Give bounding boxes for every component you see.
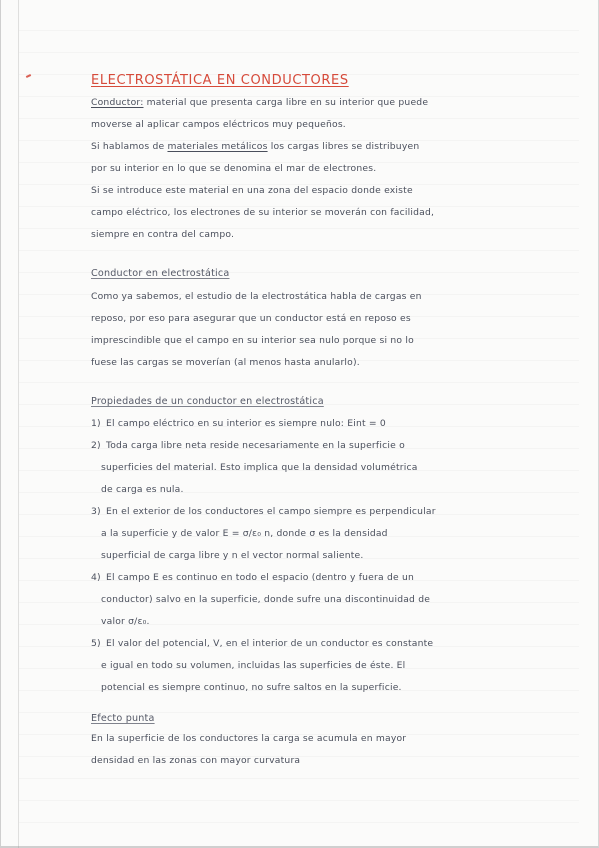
intro-line-7: siempre en contra del campo. [91, 229, 235, 240]
property-4-line-2: conductor) salvo en la superficie, donde sufre una discontinuidad de [101, 594, 431, 605]
ruled-line [19, 778, 579, 779]
property-2-line-2: superficies del material. Esto implica que la densidad volumétrica [101, 462, 418, 473]
ruled-line [19, 30, 579, 31]
property-2 [91, 435, 561, 501]
ruled-line [19, 800, 579, 801]
intro-line-4: por su interior en lo que se denomina el mar de electrones. [91, 163, 377, 174]
property-5-line-1: El valor del potencial, V, en el interior de un conductor es constante [105, 638, 434, 649]
section-heading-efecto-punta: Efecto punta [91, 713, 155, 724]
intro-line-6: campo eléctrico, los electrones de su interior se moverán con facilidad, [91, 207, 435, 218]
property-number: 4) [91, 572, 101, 583]
section-3-line-2: densidad en las zonas con mayor curvatura [91, 755, 301, 766]
property-4-line-1: El campo E es continuo en todo el espacio (dentro y fuera de un [105, 572, 414, 583]
section-3-line-1: En la superficie de los conductores la carga se acumula en mayor [91, 733, 407, 744]
property-3-line-3: superficial de carga libre y n el vector normal saliente. [101, 550, 364, 561]
property-1 [91, 413, 561, 435]
red-mark [26, 74, 31, 78]
property-4 [91, 567, 561, 633]
intro-text-1: material que presenta carga libre en su interior que puede [146, 97, 429, 108]
property-5-line-3: potencial es siempre continuo, no sufre saltos en la superficie. [101, 682, 402, 693]
materiales-metalicos-phrase: materiales metálicos [167, 141, 268, 152]
intro-line-1 [91, 92, 561, 114]
property-3-line-2: a la superficie y de valor E = σ/ε₀ n, donde σ es la densidad [101, 528, 388, 539]
property-2-line-1: Toda carga libre neta reside necesariamente en la superficie o [105, 440, 405, 451]
intro-line-5: Si se introduce este material en una zona del espacio donde existe [91, 185, 413, 196]
page-margin-line [18, 0, 19, 848]
property-1-line-1: El campo eléctrico en su interior es siempre nulo: Eint = 0 [105, 418, 386, 429]
property-number: 2) [91, 440, 101, 451]
property-number: 5) [91, 638, 101, 649]
property-number: 1) [91, 418, 101, 429]
property-5-line-2: e igual en todo su volumen, incluidas las superficies de éste. El [101, 660, 406, 671]
section-1-line-3: imprescindible que el campo en su interior sea nulo porque si no lo [91, 335, 414, 346]
section-heading-propiedades: Propiedades de un conductor en electrostática [91, 396, 324, 407]
page-title: ELECTROSTÁTICA EN CONDUCTORES [91, 73, 349, 88]
intro-paragraph [91, 92, 561, 246]
intro-line-3: Si hablamos de materiales metálicos los cargas libres se distribuyen [91, 141, 420, 152]
section-3-paragraph [91, 728, 561, 772]
intro-line-2: moverse al aplicar campos eléctricos muy pequeños. [91, 119, 346, 130]
ruled-line [19, 822, 579, 823]
section-1-paragraph [91, 286, 561, 374]
section-heading-conductor-electrostatica: Conductor en electrostática [91, 268, 230, 279]
property-2-line-3: de carga es nula. [101, 484, 184, 495]
conductor-term: Conductor: [91, 97, 144, 108]
section-1-line-2: reposo, por eso para asegurar que un conductor está en reposo es [91, 313, 411, 324]
section-1-line-1: Como ya sabemos, el estudio de la electrostática habla de cargas en [91, 291, 422, 302]
ruled-line [19, 382, 579, 383]
property-3-line-1: En el exterior de los conductores el campo siempre es perpendicular [105, 506, 436, 517]
property-3 [91, 501, 561, 567]
ruled-line [19, 52, 579, 53]
section-1-line-4: fuese las cargas se moverían (al menos hasta anularlo). [91, 357, 360, 368]
properties-list [91, 413, 561, 699]
ruled-line [19, 250, 579, 251]
property-4-line-3: valor σ/ε₀. [101, 616, 150, 627]
property-5 [91, 633, 561, 699]
property-number: 3) [91, 506, 101, 517]
